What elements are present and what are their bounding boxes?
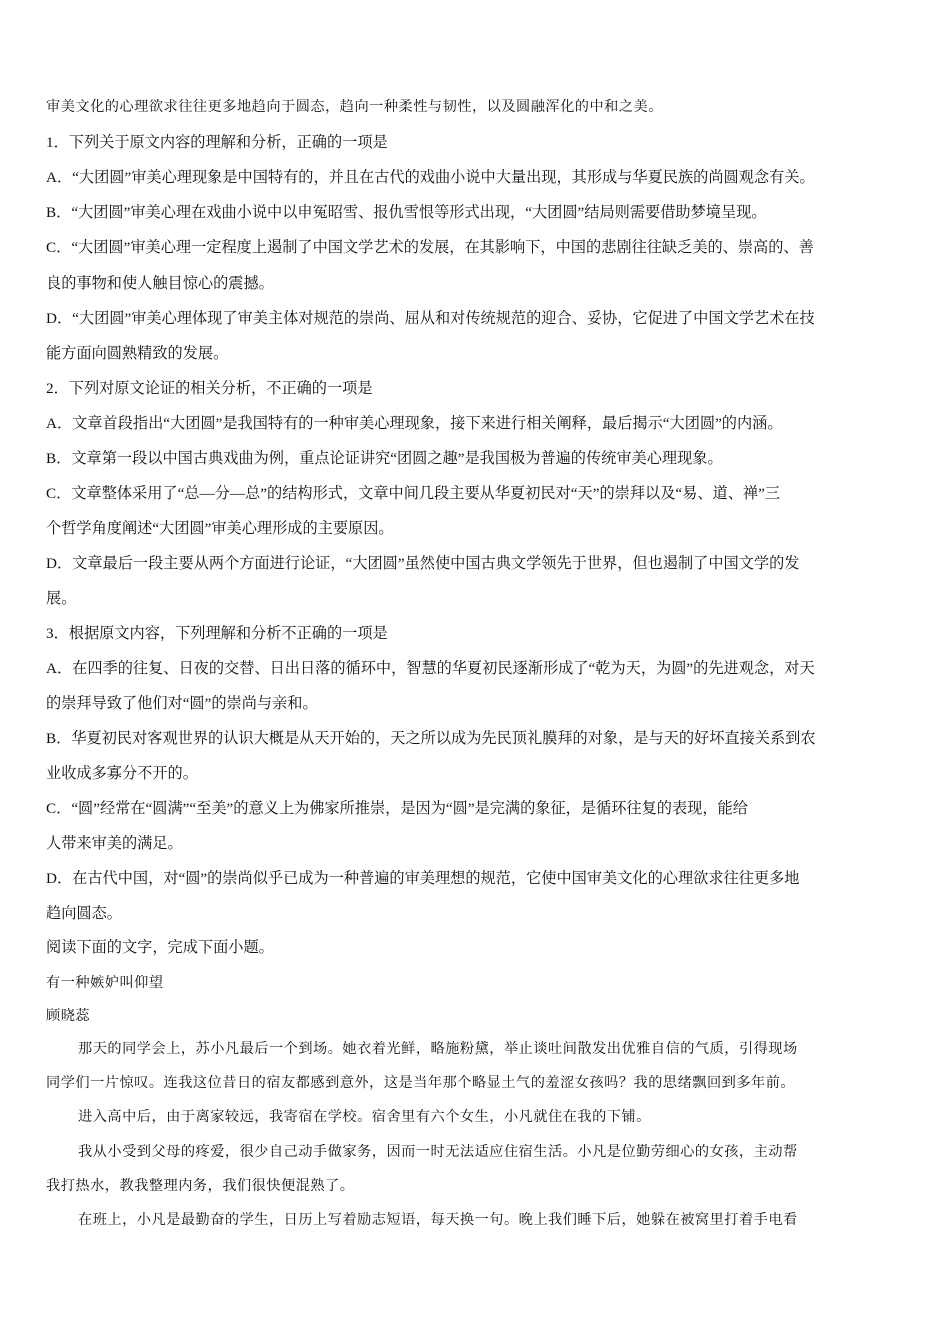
q2-option-c: C．文章整体采用了“总—分—总”的结构形式，文章中间几段主要从华夏初民对“天”的崇拜以及“易、道、禅”三 — [46, 485, 781, 502]
q1-option-b: B．“大团圆”审美心理在戏曲小说中以申冤昭雪、报仇雪恨等形式出现，“大团圆”结局则需要借助梦境呈现。 — [46, 204, 767, 221]
question-1-stem: 1．下列关于原文内容的理解和分析，正确的一项是 — [46, 134, 388, 151]
q3-option-a: A．在四季的往复、日夜的交替、日出日落的循环中，智慧的华夏初民逐渐形成了“乾为天，为圆”的先进观念，对天 — [46, 660, 815, 677]
q3-option-a-cont: 的崇拜导致了他们对“圆”的崇尚与亲和。 — [46, 695, 318, 712]
article-paragraph: 进入高中后，由于离家较远，我寄宿在学校。宿舍里有六个女生，小凡就住在我的下铺。 — [78, 1109, 651, 1125]
article-author: 顾晓蕊 — [46, 1008, 91, 1024]
q2-option-c-cont: 个哲学角度阐述“大团圆”审美心理形成的主要原因。 — [46, 520, 394, 537]
article-paragraph-cont: 同学们一片惊叹。连我这位昔日的宿友都感到意外，这是当年那个略显土气的羞涩女孩吗？我的思绪飘回到多年前。 — [46, 1075, 796, 1091]
reading-instruction: 阅读下面的文字，完成下面小题。 — [46, 939, 274, 956]
q1-option-c: C．“大团圆”审美心理一定程度上遏制了中国文学艺术的发展，在其影响下，中国的悲剧往往缺乏美的、崇高的、善 — [46, 239, 814, 256]
q1-option-d-cont: 能方面向圆熟精致的发展。 — [46, 345, 229, 362]
question-2-stem: 2．下列对原文论证的相关分析，不正确的一项是 — [46, 380, 373, 397]
article-paragraph: 我从小受到父母的疼爱，很少自己动手做家务，因而一时无法适应住宿生活。小凡是位勤劳细心的女孩，主动帮 — [78, 1144, 798, 1160]
q3-option-b-cont: 业收成多寡分不开的。 — [46, 765, 198, 782]
q2-option-d: D．文章最后一段主要从两个方面进行论证，“大团圆”虽然使中国古典文学领先于世界，但也遏制了中国文学的发 — [46, 555, 800, 572]
article-paragraph: 那天的同学会上，苏小凡最后一个到场。她衣着光鲜，略施粉黛，举止谈吐间散发出优雅自信的气质，引得现场 — [78, 1041, 798, 1057]
article-paragraph-cont: 我打热水，教我整理内务，我们很快便混熟了。 — [46, 1178, 355, 1194]
q3-option-c: C．“圆”经常在“圆满”“至美”的意义上为佛家所推崇，是因为“圆”是完满的象征，是循环往复的表现，能给 — [46, 800, 748, 817]
q2-option-a: A．文章首段指出“大团圆”是我国特有的一种审美心理现象，接下来进行相关阐释，最后揭示“大团圆”的内涵。 — [46, 415, 783, 432]
article-paragraph: 在班上，小凡是最勤奋的学生，日历上写着励志短语，每天换一句。晚上我们睡下后，她躲在被窝里打着手电看 — [78, 1212, 798, 1228]
q3-option-c-cont: 人带来审美的满足。 — [46, 835, 183, 852]
q1-option-d: D．“大团圆”审美心理体现了审美主体对规范的崇尚、屈从和对传统规范的迎合、妥协，它促进了中国文学艺术在技 — [46, 310, 815, 327]
article-title: 有一种嫉妒叫仰望 — [46, 975, 164, 991]
q3-option-b: B．华夏初民对客观世界的认识大概是从天开始的，天之所以成为先民顶礼膜拜的对象，是与天的好坏直接关系到农 — [46, 730, 816, 747]
question-3-stem: 3．根据原文内容，下列理解和分析不正确的一项是 — [46, 625, 388, 642]
q2-option-d-cont: 展。 — [46, 590, 77, 607]
q3-option-d-cont: 趋向圆态。 — [46, 905, 122, 922]
text-line: 审美文化的心理欲求往往更多地趋向于圆态，趋向一种柔性与韧性，以及圆融浑化的中和之美。 — [46, 99, 663, 115]
q1-option-c-cont: 良的事物和使人触目惊心的震撼。 — [46, 275, 274, 292]
q1-option-a: A．“大团圆”审美心理现象是中国特有的，并且在古代的戏曲小说中大量出现，其形成与华夏民族的尚圆观念有关。 — [46, 169, 815, 186]
q3-option-d: D．在古代中国，对“圆”的崇尚似乎已成为一种普遍的审美理想的规范，它使中国审美文化的心理欲求往往更多地 — [46, 870, 800, 887]
q2-option-b: B．文章第一段以中国古典戏曲为例，重点论证讲究“团圆之趣”是我国极为普遍的传统审美心理现象。 — [46, 450, 723, 467]
